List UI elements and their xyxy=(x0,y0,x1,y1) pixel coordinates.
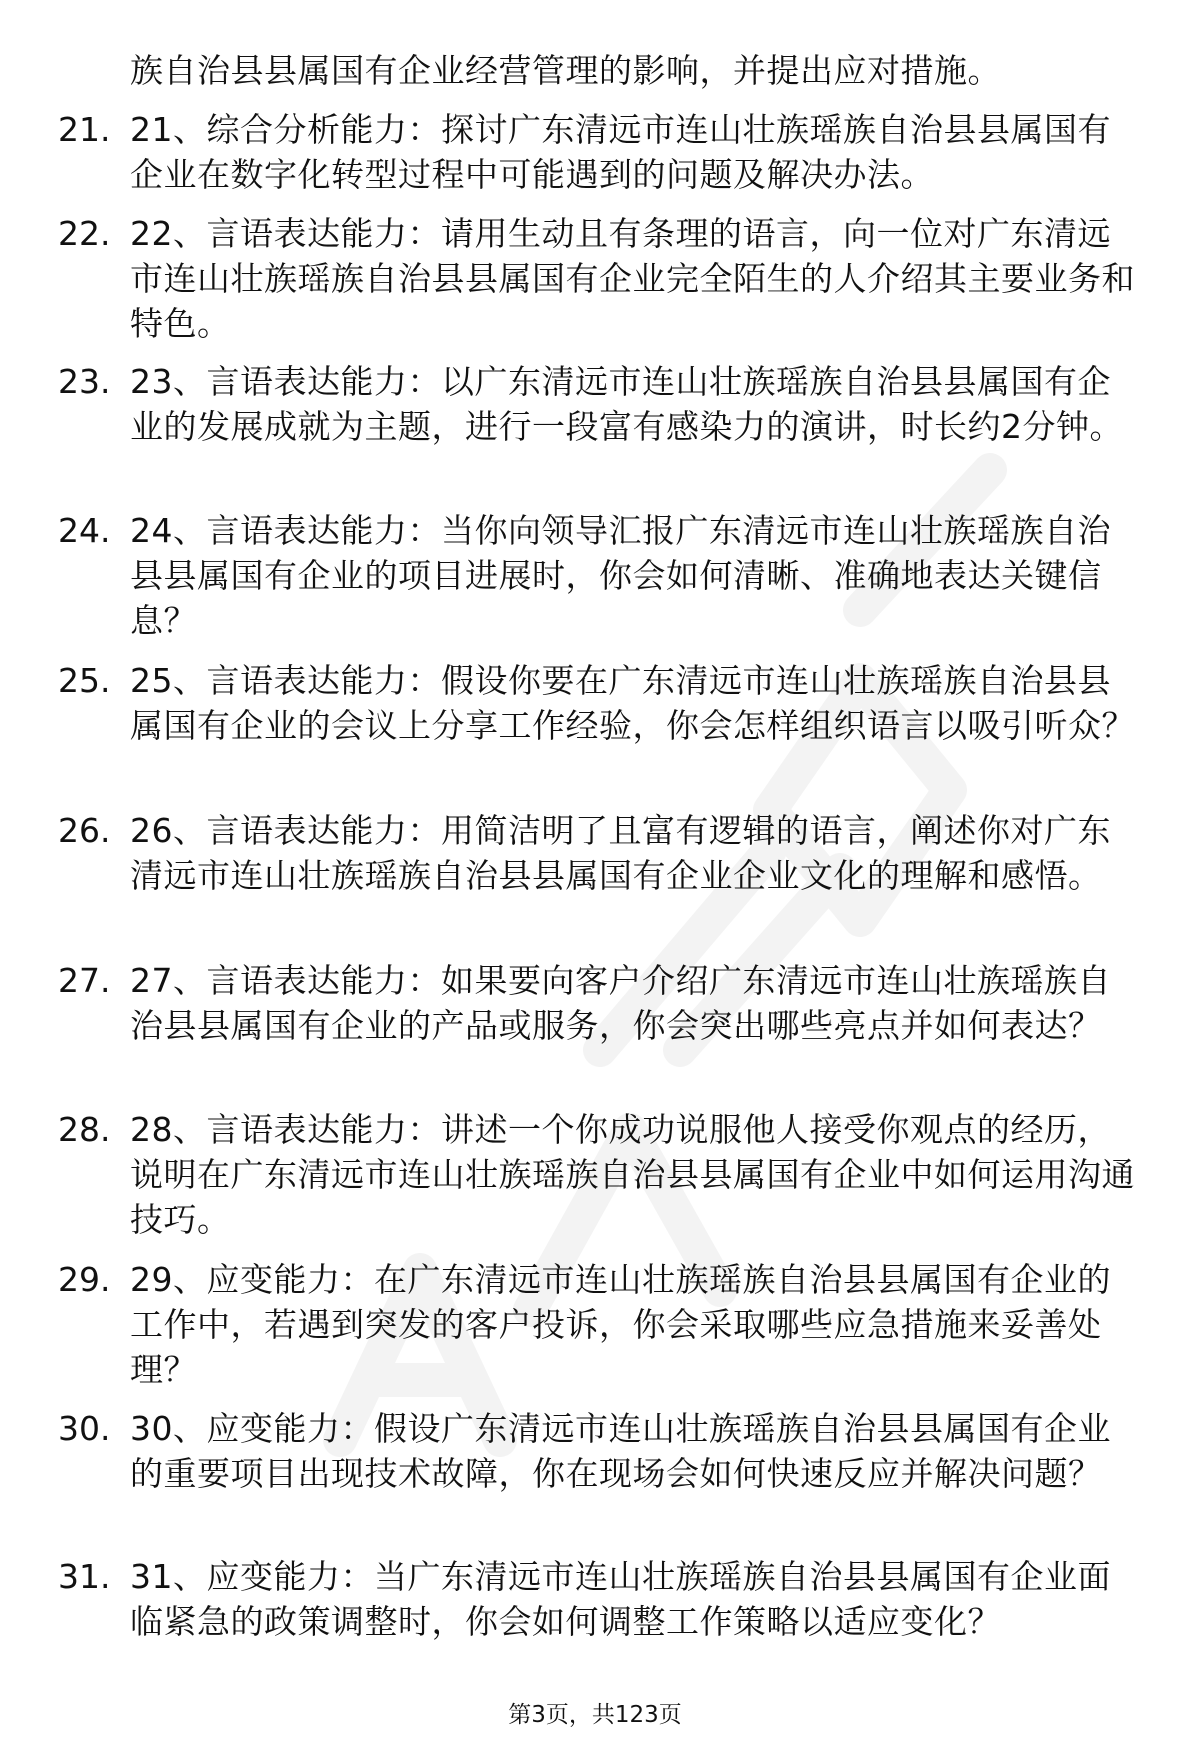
item-text: 22、言语表达能力：请用生动且有条理的语言，向一位对广东清远市连山壮族瑶族自治县县属国有企业完全陌生的人介绍其主要业务和特色。 xyxy=(130,214,1135,343)
item-text: 30、应变能力：假设广东清远市连山壮族瑶族自治县县属国有企业的重要项目出现技术故障，你在现场会如何快速反应并解决问题？ xyxy=(130,1409,1111,1493)
item-number: 21. xyxy=(58,110,111,149)
item-number: 22. xyxy=(58,214,111,253)
item-number: 27. xyxy=(58,961,111,1000)
item-number: 29. xyxy=(58,1260,111,1299)
item-number: 28. xyxy=(58,1110,111,1149)
item-number: 31. xyxy=(58,1557,111,1596)
item-text: 31、应变能力：当广东清远市连山壮族瑶族自治县县属国有企业面临紧急的政策调整时，你会如何调整工作策略以适应变化？ xyxy=(130,1557,1111,1641)
item-text: 24、言语表达能力：当你向领导汇报广东清远市连山壮族瑶族自治县县属国有企业的项目进展时，你会如何清晰、准确地表达关键信息？ xyxy=(130,511,1111,640)
item-number: 25. xyxy=(58,661,111,700)
item-text: 25、言语表达能力：假设你要在广东清远市连山壮族瑶族自治县县属国有企业的会议上分享工作经验，你会怎样组织语言以吸引听众？ xyxy=(130,661,1135,745)
item-number: 26. xyxy=(58,811,111,850)
item-text: 29、应变能力：在广东清远市连山壮族瑶族自治县县属国有企业的工作中，若遇到突发的客户投诉，你会采取哪些应急措施来妥善处理？ xyxy=(130,1260,1111,1389)
item-number: 23. xyxy=(58,362,111,401)
item-text: 28、言语表达能力：讲述一个你成功说服他人接受你观点的经历，说明在广东清远市连山壮族瑶族自治县县属国有企业中如何运用沟通技巧。 xyxy=(130,1110,1135,1239)
item-text: 27、言语表达能力：如果要向客户介绍广东清远市连山壮族瑶族自治县县属国有企业的产品或服务，你会突出哪些亮点并如何表达？ xyxy=(130,961,1111,1045)
continued-text: 族自治县县属国有企业经营管理的影响，并提出应对措施。 xyxy=(130,51,1001,90)
item-text: 23、言语表达能力：以广东清远市连山壮族瑶族自治县县属国有企业的发展成就为主题，进行一段富有感染力的演讲，时长约2分钟。 xyxy=(130,362,1123,446)
item-number: 30. xyxy=(58,1409,111,1448)
page-footer: 第3页，共123页 xyxy=(508,1702,682,1728)
item-text: 26、言语表达能力：用简洁明了且富有逻辑的语言，阐述你对广东清远市连山壮族瑶族自治县县属国有企业企业文化的理解和感悟。 xyxy=(130,811,1111,895)
item-text: 21、综合分析能力：探讨广东清远市连山壮族瑶族自治县县属国有企业在数字化转型过程中可能遇到的问题及解决办法。 xyxy=(130,110,1111,194)
item-number: 24. xyxy=(58,511,111,550)
